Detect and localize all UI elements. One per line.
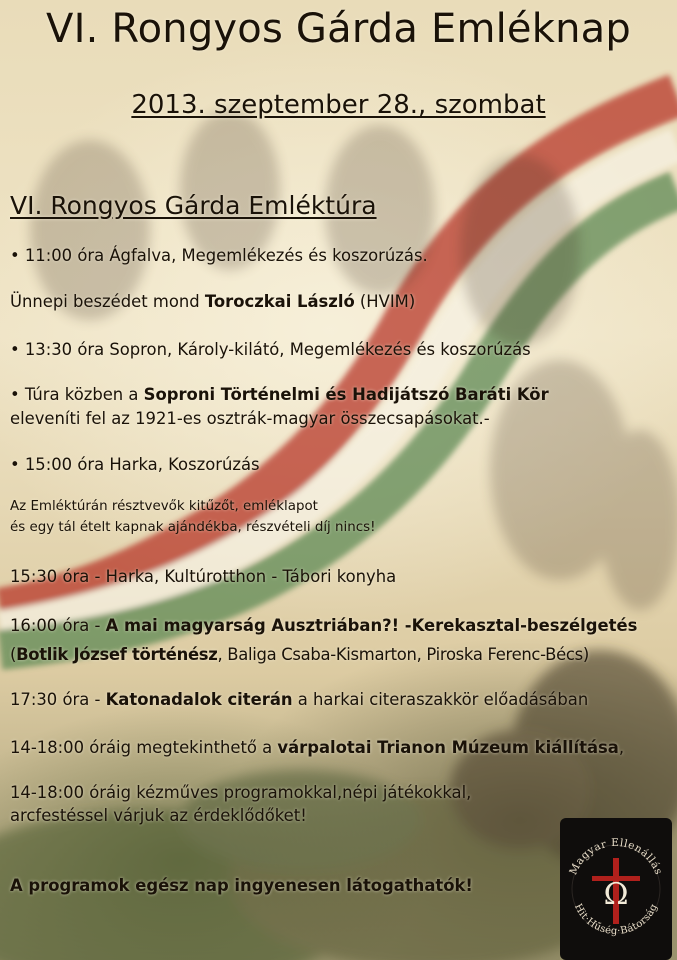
program-line: 14-18:00 óráig kézműves programokkal,népi játékokkal, xyxy=(10,783,472,802)
svg-text:Magyar Ellenállás: Magyar Ellenállás xyxy=(567,836,665,877)
program-line: • 11:00 óra Ágfalva, Megemlékezés és koszorúzás. xyxy=(10,246,428,265)
event-date: 2013. szeptember 28., szombat xyxy=(131,90,546,120)
program-line: 17:30 óra - Katonadalok citerán a harkai citeraszakkör előadásában xyxy=(10,690,589,709)
program-line: arcfestéssel várjuk az érdeklődőket! xyxy=(10,806,307,825)
program-line: 14-18:00 óráig megtekinthető a várpalotai Trianon Múzeum kiállítása, xyxy=(10,738,625,757)
program-line: (Botlik József történész, Baliga Csaba-Kismarton, Piroska Ferenc-Bécs) xyxy=(10,645,589,664)
poster-title: VI. Rongyos Gárda Emléknap xyxy=(46,6,631,52)
footer-note: A programok egész nap ingyenesen látogathatók! xyxy=(10,876,473,895)
omega-symbol: Ω xyxy=(603,877,629,912)
program-line: eleveníti fel az 1921-es osztrák-magyar összecsapásokat.- xyxy=(10,409,490,428)
small-note-line: és egy tál ételt kapnak ajándékba, részvételi díj nincs! xyxy=(10,520,376,535)
program-line: • Túra közben a Soproni Történelmi és Hadijátszó Baráti Kör xyxy=(10,385,549,404)
program-line: 16:00 óra - A mai magyarság Ausztriában?! -Kerekasztal-beszélgetés xyxy=(10,616,638,635)
svg-text:Hit·Hűség·Bátorság: Hit·Hűség·Bátorság xyxy=(571,902,660,938)
program-line: • 15:00 óra Harka, Koszorúzás xyxy=(10,455,260,474)
section-subtitle: VI. Rongyos Gárda Emléktúra xyxy=(10,191,377,220)
small-note-line: Az Emléktúrán résztvevők kitűzőt, emléklapot xyxy=(10,499,318,514)
program-line: 15:30 óra - Harka, Kultúrotthon - Tábori konyha xyxy=(10,567,397,586)
program-line: • 13:30 óra Sopron, Károly-kilátó, Megemlékezés és koszorúzás xyxy=(10,340,531,359)
omega-cross-emblem-icon xyxy=(560,818,672,960)
program-line: Ünnepi beszédet mond Toroczkai László (HVIM) xyxy=(10,292,416,311)
